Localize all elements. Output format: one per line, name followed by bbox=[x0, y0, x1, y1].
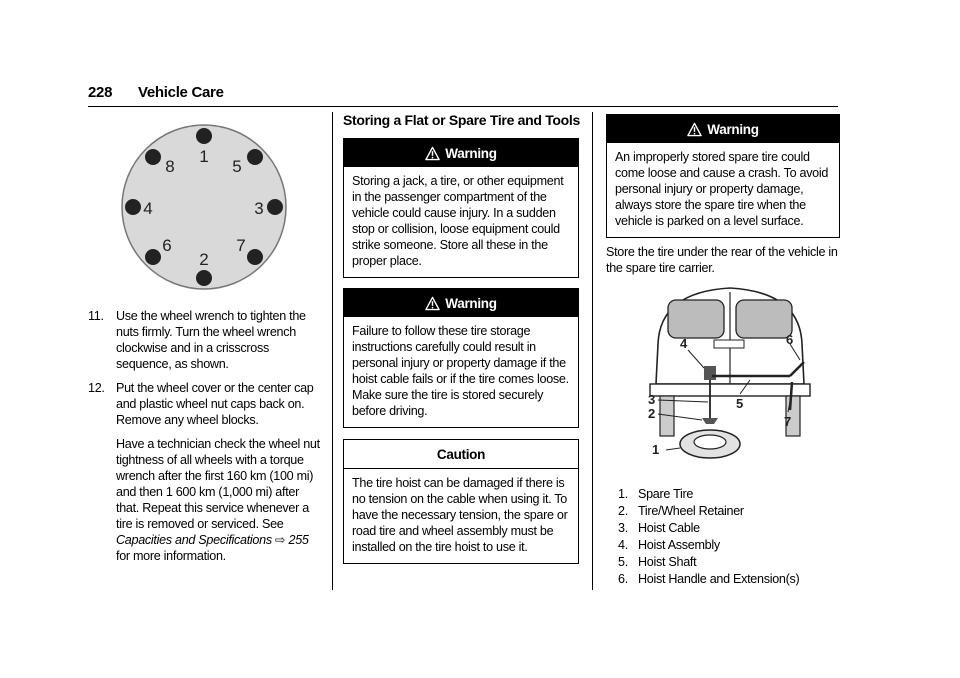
legend-item: 1. Spare Tire bbox=[618, 487, 694, 501]
lug-nut-8 bbox=[145, 149, 161, 165]
sequence-label-4: 4 bbox=[143, 199, 153, 218]
license-plate bbox=[714, 340, 744, 348]
lug-nut-sequence-diagram bbox=[112, 124, 296, 290]
caution-heading: Caution bbox=[436, 446, 486, 462]
step-12 bbox=[88, 380, 324, 564]
procedure-steps bbox=[88, 308, 324, 572]
sequence-label-5: 5 bbox=[232, 157, 242, 176]
legend-item: 3. Hoist Cable bbox=[618, 521, 700, 535]
caution-header bbox=[344, 440, 578, 469]
spare-wheel bbox=[694, 435, 726, 449]
tire-wheel-retainer bbox=[702, 418, 718, 424]
legend-item: 4. Hoist Assembly bbox=[618, 538, 720, 552]
hoist-assembly bbox=[704, 366, 716, 380]
callout-4: 4 bbox=[680, 336, 688, 351]
callout-7: 7 bbox=[784, 414, 792, 429]
storing-section-title: Storing a Flat or Spare Tire and Tools bbox=[343, 112, 581, 128]
section-title: Vehicle Care bbox=[138, 84, 224, 101]
diagram-legend bbox=[618, 486, 838, 588]
callout-6: 6 bbox=[786, 332, 794, 347]
warning-box-equipment bbox=[343, 138, 579, 278]
warning-box-storage bbox=[343, 288, 579, 428]
warning-header bbox=[344, 139, 578, 167]
lug-nut-2 bbox=[196, 270, 212, 286]
callout-3: 3 bbox=[648, 392, 656, 407]
sequence-label-2: 2 bbox=[199, 250, 209, 269]
warning-text: Failure to follow these tire storage instructions carefully could result in personal injury or property damage if the hoist cable fails or if the tire comes loose. Make sure the tire is stored securely before driving. bbox=[352, 324, 569, 418]
capacities-link[interactable]: Capacities and Specifications bbox=[116, 533, 272, 547]
page-header bbox=[88, 80, 838, 107]
lug-nut-5 bbox=[247, 149, 263, 165]
warning-heading: Warning bbox=[445, 145, 497, 161]
column-divider-right bbox=[592, 112, 593, 590]
sequence-label-1: 1 bbox=[199, 147, 209, 166]
step-number: 11. bbox=[88, 309, 104, 323]
warning-text: Storing a jack, a tire, or other equipment in the passenger compartment of the vehicle could cause injury. In a sudden stop or collision, loose equipment could strike someone. Store all these in the proper place. bbox=[352, 174, 564, 268]
right-rear-window bbox=[736, 300, 792, 338]
page-number: 228 bbox=[88, 84, 113, 101]
callout-2: 2 bbox=[648, 406, 656, 421]
warning-heading: Warning bbox=[707, 121, 759, 137]
warning-text: An improperly stored spare tire could come loose and cause a crash. To avoid personal injury or property damage, always store the spare tire when the vehicle is parked on a level surface. bbox=[615, 150, 829, 228]
step-text: Put the wheel cover or the center cap and plastic wheel nut caps back on. Remove any wheel blocks. bbox=[116, 381, 314, 427]
caution-text: The tire hoist can be damaged if there is no tension on the cable when using it. To have the necessary tension, the spare or road tire and wheel assembly must be installed on the tire hoist to use it. bbox=[352, 476, 568, 554]
hoist-handle bbox=[790, 362, 804, 376]
warning-box-spare-tire bbox=[606, 114, 840, 238]
lug-nut-6 bbox=[145, 249, 161, 265]
warning-triangle-icon bbox=[425, 296, 440, 311]
sequence-label-3: 3 bbox=[254, 199, 264, 218]
callout-1: 1 bbox=[652, 442, 660, 457]
step-number: 12. bbox=[88, 381, 105, 395]
page-ref-arrow-icon: ⇨ bbox=[275, 533, 286, 547]
storage-instruction: Store the tire under the rear of the vehicle in the spare tire carrier. bbox=[606, 245, 838, 275]
lug-nut-3 bbox=[267, 199, 283, 215]
legend-item: 5. Hoist Shaft bbox=[618, 555, 697, 569]
legend-item: 6. Hoist Handle and Extension(s) bbox=[618, 572, 800, 586]
spare-tire-carrier-diagram bbox=[640, 284, 820, 480]
sequence-label-7: 7 bbox=[236, 236, 246, 255]
step-12-note: Have a technician check the wheel nut tightness of all wheels with a torque wrench after the first 160 km (100 mi) and then 1 600 km (1,000 mi) after that. Repeat this service whenever a tire is removed or serviced. See Capacities and Specifications ⇨ 255 for more information. bbox=[116, 437, 320, 563]
lug-nut-1 bbox=[196, 128, 212, 144]
callout-5: 5 bbox=[736, 396, 744, 411]
caution-box bbox=[343, 439, 579, 564]
rear-bumper bbox=[650, 384, 810, 396]
sequence-label-8: 8 bbox=[165, 157, 175, 176]
warning-triangle-icon bbox=[687, 122, 702, 137]
sequence-label-6: 6 bbox=[162, 236, 172, 255]
lug-nut-7 bbox=[247, 249, 263, 265]
warning-heading: Warning bbox=[445, 295, 497, 311]
column-divider-left bbox=[332, 112, 333, 590]
warning-triangle-icon bbox=[425, 146, 440, 161]
lug-nut-4 bbox=[125, 199, 141, 215]
step-11 bbox=[88, 308, 324, 372]
page-ref-number[interactable]: 255 bbox=[288, 533, 309, 547]
left-rear-window bbox=[668, 300, 724, 338]
warning-header bbox=[607, 115, 839, 143]
legend-item: 2. Tire/Wheel Retainer bbox=[618, 504, 744, 518]
warning-header bbox=[344, 289, 578, 317]
step-text: Use the wheel wrench to tighten the nuts firmly. Turn the wheel wrench clockwise and in a crisscross sequence, as shown. bbox=[116, 309, 306, 371]
